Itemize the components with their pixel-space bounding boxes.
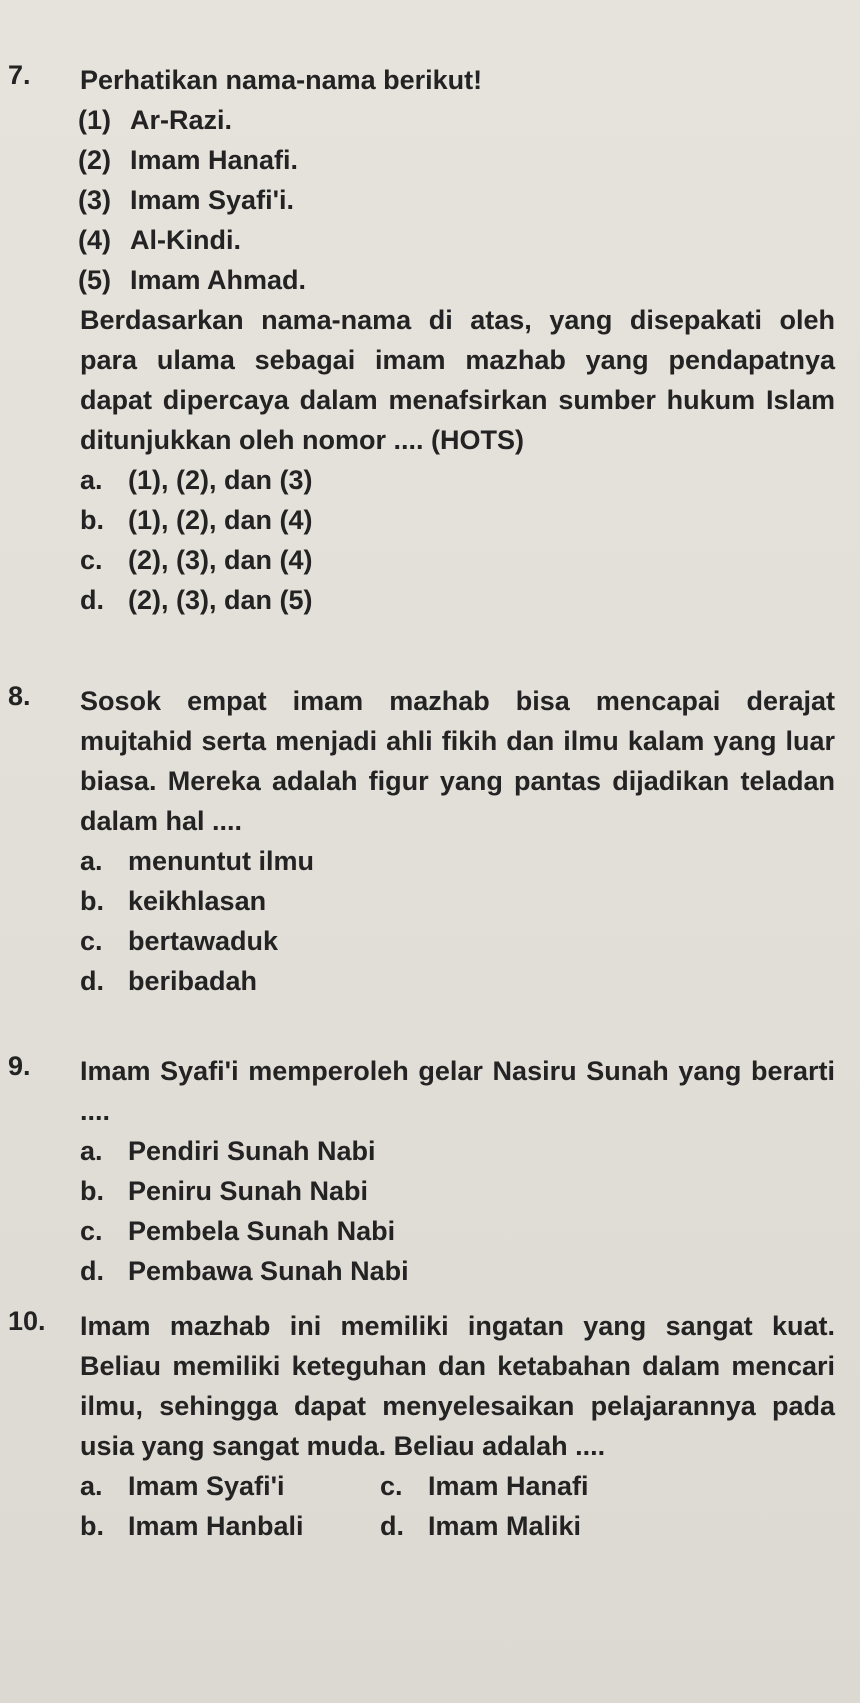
question-7 xyxy=(8,60,848,620)
question-9 xyxy=(8,1051,848,1291)
list-item: (1) Ar-Razi. xyxy=(78,105,233,135)
option-d[interactable]: d. beribadah xyxy=(80,966,258,996)
answer-options xyxy=(80,841,848,1001)
option-d[interactable]: d. Imam Maliki xyxy=(380,1511,582,1541)
answer-options xyxy=(80,1131,848,1291)
list-item: (3) Imam Syafi'i. xyxy=(78,185,294,215)
option-d[interactable]: d. (2), (3), dan (5) xyxy=(80,585,313,615)
option-a[interactable]: a. menuntut ilmu xyxy=(80,846,314,876)
question-stem: Sosok empat imam mazhab bisa mencapai derajat mujtahid serta menjadi ahli fikih dan ilmu kalam yang luar biasa. Mereka adalah figur yang pantas dijadikan teladan dalam hal .... xyxy=(80,686,835,836)
list-item: (2) Imam Hanafi. xyxy=(78,145,299,175)
question-stem: Berdasarkan nama-nama di atas, yang disepakati oleh para ulama sebagai imam mazhab yang pendapatnya dapat dipercaya dalam menafsirkan sumber hukum Islam ditunjukkan oleh nomor .... (HOTS) xyxy=(80,305,835,455)
option-a[interactable]: a. (1), (2), dan (3) xyxy=(80,465,313,495)
option-b[interactable]: b. (1), (2), dan (4) xyxy=(80,505,313,535)
question-intro: Perhatikan nama-nama berikut! xyxy=(80,65,483,95)
question-number: 10. xyxy=(8,1306,46,1336)
name-list xyxy=(8,100,848,300)
option-c[interactable]: c. (2), (3), dan (4) xyxy=(80,545,313,575)
option-d[interactable]: d. Pembawa Sunah Nabi xyxy=(80,1256,409,1286)
question-stem: Imam Syafi'i memperoleh gelar Nasiru Sunah yang berarti .... xyxy=(80,1056,835,1126)
answer-options xyxy=(80,460,848,620)
question-stem: Imam mazhab ini memiliki ingatan yang sangat kuat. Beliau memiliki keteguhan dan ketabahan dalam mencari ilmu, sehingga dapat menyelesaikan pelajarannya pada usia yang sangat muda. Beliau adalah .... xyxy=(80,1311,835,1461)
question-number: 9. xyxy=(8,1051,31,1081)
question-number: 7. xyxy=(8,60,31,90)
option-c[interactable]: c. Pembela Sunah Nabi xyxy=(80,1216,396,1246)
option-b[interactable]: b. Imam Hanbali xyxy=(80,1511,304,1541)
option-a[interactable]: a. Pendiri Sunah Nabi xyxy=(80,1136,376,1166)
question-8 xyxy=(8,681,848,1001)
question-number: 8. xyxy=(8,681,31,711)
answer-options xyxy=(80,1466,848,1546)
option-a[interactable]: a. Imam Syafi'i xyxy=(80,1471,285,1501)
option-c[interactable]: c. bertawaduk xyxy=(80,926,279,956)
list-item: (5) Imam Ahmad. xyxy=(78,265,307,295)
option-b[interactable]: b. keikhlasan xyxy=(80,886,267,916)
option-c[interactable]: c. Imam Hanafi xyxy=(380,1471,589,1501)
list-item: (4) Al-Kindi. xyxy=(78,225,241,255)
question-10 xyxy=(8,1306,848,1546)
option-b[interactable]: b. Peniru Sunah Nabi xyxy=(80,1176,369,1206)
